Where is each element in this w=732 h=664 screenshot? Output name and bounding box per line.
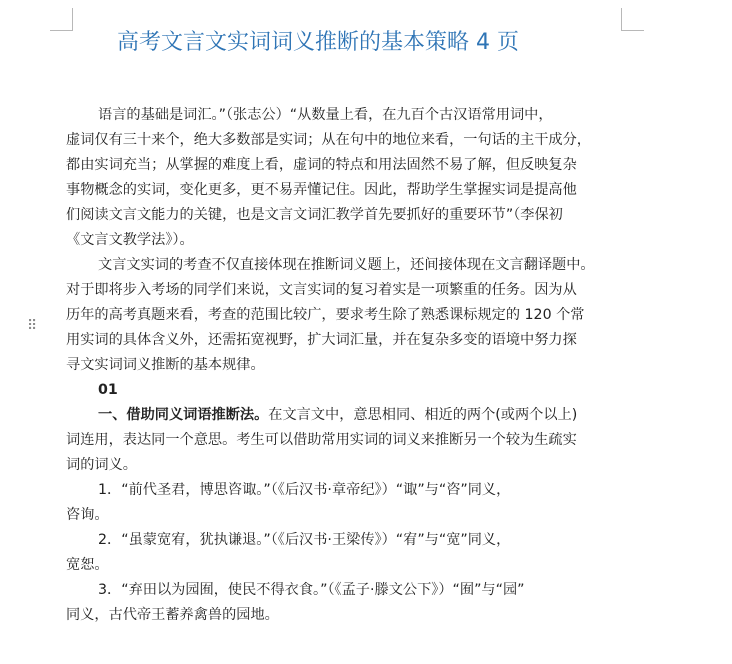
paragraph-intro bbox=[66, 103, 628, 253]
text-line: 虚词仅有三十来个，绝大多数部是实词；从在句中的地位来看，一句话的主干成分， bbox=[66, 132, 591, 148]
example-item bbox=[66, 478, 628, 528]
paragraph-review bbox=[66, 253, 628, 378]
text-line: 寻文实词词义推断的基本规律。 bbox=[66, 357, 265, 373]
text-line: 3．“弃田以为园囿，使民不得衣食。”（《孟子·滕文公下》）“囿”与“园” bbox=[98, 582, 525, 598]
text-line: 1．“前代圣君，博思咨诹。”（《后汉书·章帝纪》）“诹”与“咨”同义， bbox=[98, 482, 511, 498]
text-line: 2．“虽蒙宽宥，犹执谦退。”（《后汉书·王梁传》）“宥”与“宽”同义， bbox=[98, 532, 511, 548]
drag-handle-icon[interactable]: ⠿ bbox=[27, 318, 38, 334]
text-line: 《文言文教学法》）。 bbox=[66, 232, 194, 248]
text-line: 词连用，表达同一个意思。考生可以借助常用实词的词义来推断另一个较为生疏实 bbox=[66, 432, 577, 448]
example-item bbox=[66, 528, 628, 578]
text-line: 事物概念的实词，变化更多，更不易弄懂记住。因此，帮助学生掌握实词是提高他 bbox=[66, 182, 577, 198]
text-line: 历年的高考真题来看，考查的范围比较广，要求考生除了熟悉课标规定的 120 个常 bbox=[66, 307, 585, 323]
section-heading: 一、借助同义词语推断法。 bbox=[98, 407, 269, 423]
text-line: 们阅读文言文能力的关键，也是文言文词汇教学首先要抓好的重要环节”（李保初 bbox=[66, 207, 563, 223]
text-line: 词的词义。 bbox=[66, 457, 137, 473]
text-line: 咨询。 bbox=[66, 507, 109, 523]
text-line bbox=[66, 403, 628, 428]
text-line: 语言的基础是词汇。”（张志公）“从数量上看，在九百个古汉语常用词中， bbox=[98, 107, 553, 123]
document-body bbox=[66, 103, 628, 628]
text-line: 用实词的具体含义外，还需拓宽视野，扩大词汇量，并在复杂多变的语境中努力探 bbox=[66, 332, 577, 348]
text-line: 同义，古代帝王蓄养禽兽的园地。 bbox=[66, 607, 279, 623]
section-heading-rest: 在文言文中，意思相同、相近的两个(或两个以上) bbox=[268, 407, 578, 423]
example-item bbox=[66, 578, 628, 628]
document-title: 高考文言文实词词义推断的基本策略 4 页 bbox=[117, 30, 519, 55]
text-line: 对于即将步入考场的同学们来说，文言实词的复习着实是一项繁重的任务。因为从 bbox=[66, 282, 577, 298]
text-line: 都由实词充当；从掌握的难度上看，虚词的特点和用法固然不易了解，但反映复杂 bbox=[66, 157, 577, 173]
section-paragraph bbox=[66, 403, 628, 478]
text-line: 宽恕。 bbox=[66, 557, 109, 573]
section-number: 01 bbox=[98, 382, 118, 398]
text-line: 文言文实词的考查不仅直接体现在推断词义题上，还间接体现在文言翻译题中。 bbox=[98, 257, 595, 273]
